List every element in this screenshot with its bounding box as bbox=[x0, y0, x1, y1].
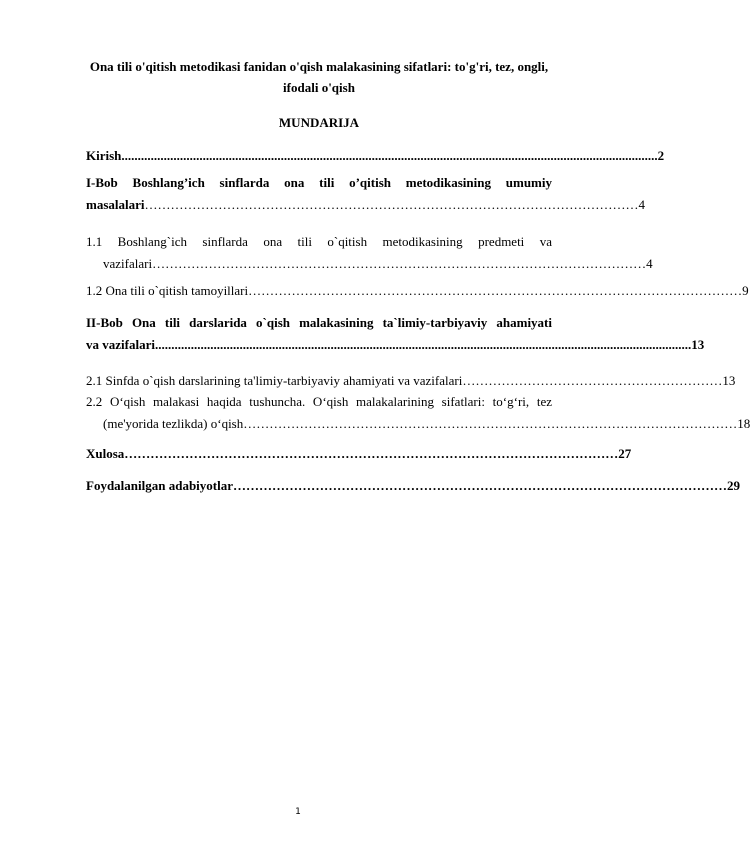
toc-entry-label: Xulosa bbox=[86, 446, 125, 461]
toc-leader-dots: …………………………………………………………………………………………………… bbox=[243, 416, 738, 431]
toc-page-number: 4 bbox=[646, 256, 653, 271]
toc-entry-1-1[interactable] bbox=[86, 231, 653, 275]
toc-entry-xulosa[interactable] bbox=[86, 443, 632, 465]
toc-leader-dots: …………………………………………………………………………………………………… bbox=[144, 197, 639, 212]
toc-entry-kirish[interactable] bbox=[86, 145, 665, 167]
toc-leader-dots: ..................................................................................................................................................................... bbox=[154, 337, 692, 352]
toc-page-number: 9 bbox=[742, 283, 749, 298]
toc-entry-label: II-Bob Ona tili darslarida o`qish malakasining ta`limiy-tarbiyaviy ahamiyati bbox=[86, 315, 552, 330]
toc-page-number: 29 bbox=[727, 478, 740, 493]
toc-entry-2-1[interactable] bbox=[86, 370, 736, 392]
document-title: Ona tili o'qitish metodikasi fanidan o'qish malakasining sifatlari: to'g'ri, tez, ongli, ifodali o'qish bbox=[89, 59, 549, 95]
toc-entry-label-cont: vazifalari bbox=[103, 256, 153, 271]
toc-page-number: 4 bbox=[638, 197, 645, 212]
toc-entry-label: Foydalanilgan adabiyotlar bbox=[86, 478, 233, 493]
toc-leader-dots: …………………………………………………………………………………………………… bbox=[124, 446, 619, 461]
toc-entry-label-cont: masalalari bbox=[86, 197, 145, 212]
toc-entry-label-cont: (me'yorida tezlikda) o‘qish bbox=[103, 416, 244, 431]
toc-entry-label: I-Bob Boshlang’ich sinflarda ona tili o’qitish metodikasining umumiy bbox=[86, 175, 552, 190]
toc-entry-label-cont: va vazifalari bbox=[86, 337, 155, 352]
toc-entry-chapter-1[interactable] bbox=[86, 172, 645, 216]
toc-entry-1-2[interactable] bbox=[86, 280, 749, 302]
toc-page-number: 13 bbox=[691, 337, 705, 352]
toc-leader-dots: …………………………………………………………………………………………………… bbox=[248, 283, 743, 298]
toc-page-number: 27 bbox=[618, 446, 632, 461]
toc-entry-label: Kirish bbox=[86, 148, 122, 163]
toc-leader-dots: …………………………………………………………………………………………………… bbox=[152, 256, 647, 271]
toc-leader-dots: …………………………………………………… bbox=[462, 373, 723, 388]
toc-leader-dots: ..................................................................................................................................................................... bbox=[121, 148, 658, 163]
toc-entry-adabiyotlar[interactable] bbox=[86, 475, 740, 497]
toc-page-number: 2 bbox=[657, 148, 665, 163]
toc-entry-label: 2.2 O‘qish malakasi haqida tushuncha. O‘qish malakalarining sifatlari: to‘g‘ri, tez bbox=[86, 394, 552, 409]
toc-entry-label: 2.1 Sinfda o`qish darslarining ta'limiy-tarbiyaviy ahamiyati va vazifalari bbox=[86, 373, 463, 388]
page-number: 1 bbox=[295, 807, 301, 817]
toc-entry-chapter-2[interactable] bbox=[86, 312, 705, 356]
toc-entry-label: 1.1 Boshlang`ich sinflarda ona tili o`qitish metodikasining predmeti va bbox=[86, 234, 552, 249]
toc-entry-label: 1.2 Ona tili o`qitish tamoyillari bbox=[86, 283, 249, 298]
toc-heading: MUNDARIJA bbox=[278, 115, 360, 130]
toc-page-number: 13 bbox=[722, 373, 736, 388]
toc-leader-dots: …………………………………………………………………………………………………… bbox=[233, 478, 727, 493]
toc-entry-2-2[interactable] bbox=[86, 391, 750, 435]
toc-page-number: 18 bbox=[737, 416, 750, 431]
